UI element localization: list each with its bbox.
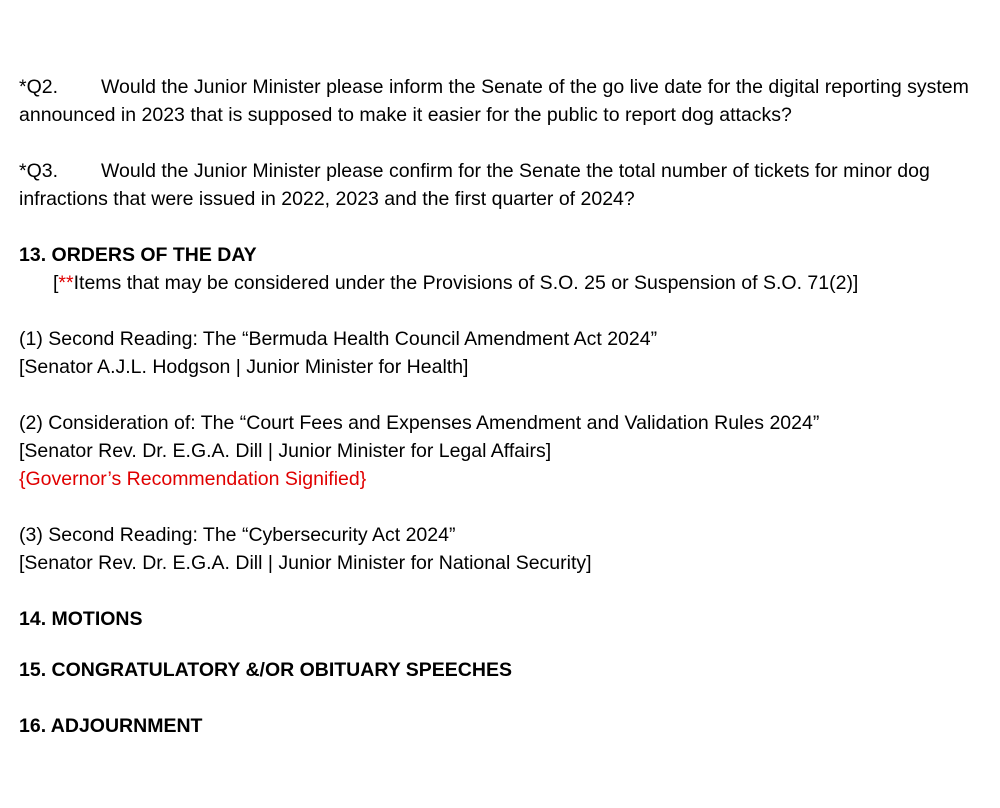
order-item-sponsor: [Senator Rev. Dr. E.G.A. Dill | Junior Minister for Legal Affairs] [19,440,552,462]
question-q2 [19,73,969,129]
order-item-title: (2) Consideration of: The “Court Fees and Expenses Amendment and Validation Rules 2024” [19,412,820,434]
order-item-title: (3) Second Reading: The “Cybersecurity Act 2024” [19,524,456,546]
orders-note-bracket: [ [53,272,59,294]
order-item-sponsor: [Senator A.J.L. Hodgson | Junior Minister for Health] [19,356,469,378]
orders-note-text: Items that may be considered under the Provisions of S.O. 25 or Suspension of S.O. 71(2)] [73,272,859,294]
orders-note [19,269,969,297]
section-heading-speeches: 15. CONGRATULATORY &/OR OBITUARY SPEECHES [19,659,512,681]
governor-recommendation-note: {Governor’s Recommendation Signified} [19,468,367,490]
section-heading-orders-of-the-day: 13. ORDERS OF THE DAY [19,244,257,266]
question-number: *Q2. [19,76,59,98]
section-heading-adjournment: 16. ADJOURNMENT [19,715,203,737]
order-paper-page [19,73,969,740]
question-q3 [19,157,969,213]
order-item-title: (1) Second Reading: The “Bermuda Health Council Amendment Act 2024” [19,328,658,350]
orders-note-asterisks: ** [58,272,74,294]
order-item-sponsor: [Senator Rev. Dr. E.G.A. Dill | Junior Minister for National Security] [19,552,592,574]
question-text: Would the Junior Minister please inform the Senate of the go live date for the digital reporting system announced in 2023 that is supposed to make it easier for the public to report dog attacks? [19,76,969,126]
question-number: *Q3. [19,160,59,182]
question-text: Would the Junior Minister please confirm for the Senate the total number of tickets for minor dog infractions that were issued in 2022, 2023 and the first quarter of 2024? [19,160,930,210]
section-heading-motions: 14. MOTIONS [19,608,143,630]
